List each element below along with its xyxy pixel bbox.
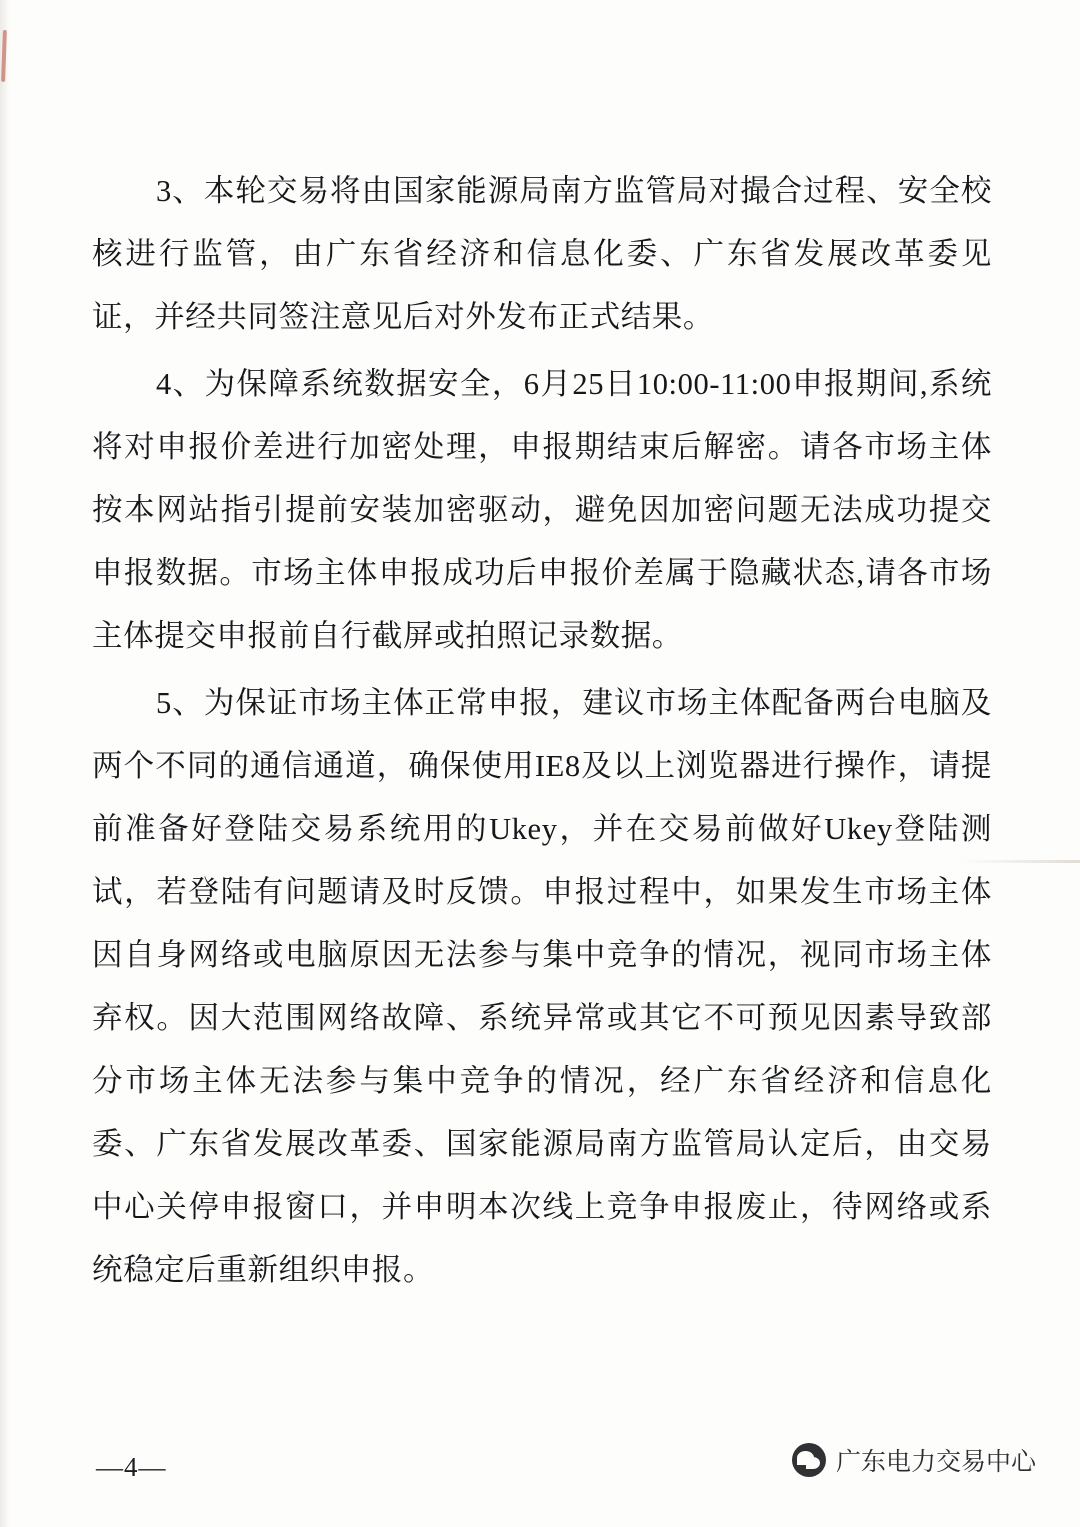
wechat-account-name: 广东电力交易中心 (835, 1448, 1036, 1476)
scan-edge-shadow (0, 0, 10, 1527)
wechat-icon (792, 1443, 826, 1477)
wechat-account-badge (792, 1442, 1036, 1478)
paragraph-3: 3、本轮交易将由国家能源局南方监管局对撮合过程、安全校核进行监管，由广东省经济和信息化委、广东省发展改革委见证，并经共同签注意见后对外发布正式结果。 (92, 174, 992, 334)
page-number: —4— (96, 1452, 167, 1482)
document-body (92, 160, 992, 1306)
paragraph-4: 4、为保障系统数据安全，6月25日10:00-11:00申报期间,系统将对申报价差进行加密处理，申报期结束后解密。请各市场主体按本网站指引提前安装加密驱动，避免因加密问题无法成功提交申报数据。市场主体申报成功后申报价差属于隐藏状态,请各市场主体提交申报前自行截屏或拍照记录数据。 (92, 367, 992, 653)
paragraph-5: 5、为保证市场主体正常申报，建议市场主体配备两台电脑及两个不同的通信通道，确保使用IE8及以上浏览器进行操作，请提前准备好登陆交易系统用的Ukey，并在交易前做好Ukey登陆测试，若登陆有问题请及时反馈。申报过程中，如果发生市场主体因自身网络或电脑原因无法参与集中竞争的情况，视同市场主体弃权。因大范围网络故障、系统异常或其它不可预见因素导致部分市场主体无法参与集中竞争的情况，经广东省经济和信息化委、广东省发展改革委、国家能源局南方监管局认定后，由交易中心关停申报窗口，并申明本次线上竞争申报废止，待网络或系统稳定后重新组织申报。 (92, 686, 992, 1287)
